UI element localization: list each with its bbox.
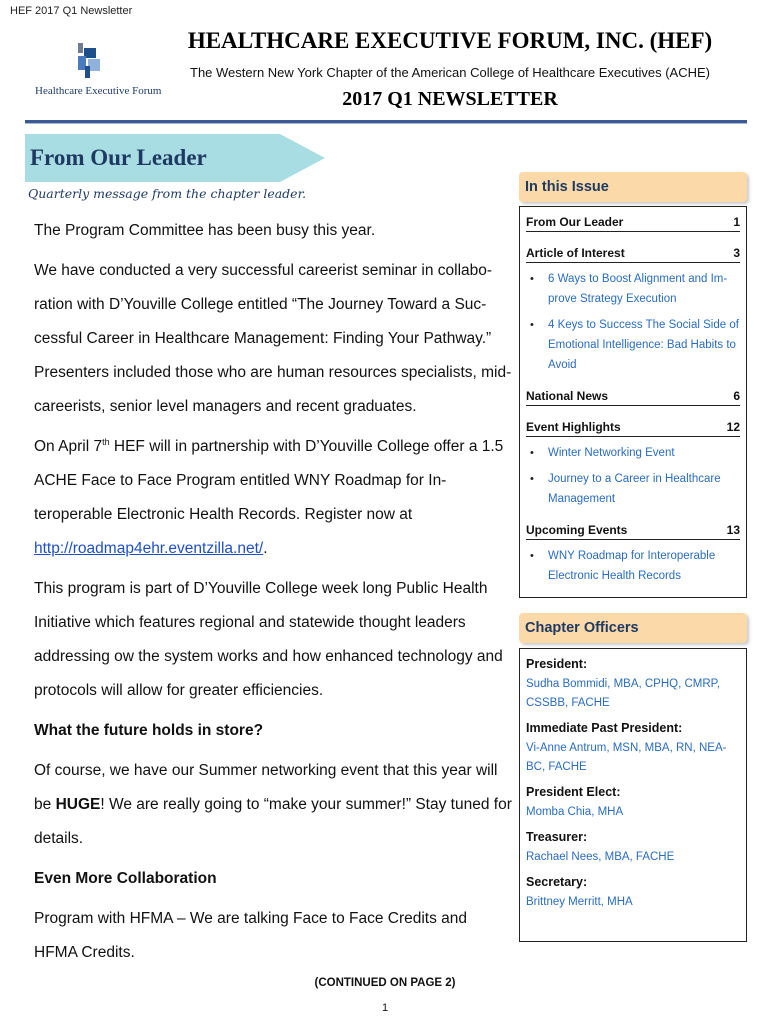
toc-item-list xyxy=(526,546,740,586)
officer-name: Sudha Bommidi, MBA, CPHQ, CMRP, CSSBB, FACHE xyxy=(526,678,721,709)
toc-item-list xyxy=(526,443,740,509)
article-paragraph: We have conducted a very successful careerist seminar in collabo-ration with D’Youville College entitled “The Journey Toward a Suc-cessful Career in Healthcare Management: Finding Your Pathway.” Presenters included those who are human resources specialists, mid-careerists, senior level managers and recent graduates. xyxy=(34,262,512,415)
toc-page-number: 13 xyxy=(726,523,740,537)
article-text: On April 7 xyxy=(34,438,103,455)
toc-item[interactable]: • Winter Networking Event xyxy=(526,443,740,463)
toc-section-label: Upcoming Events xyxy=(526,523,628,537)
toc-section-label: Article of Interest xyxy=(526,246,625,260)
toc-item[interactable]: • WNY Roadmap for Interoperable Electronic Health Records xyxy=(526,546,740,586)
toc-section[interactable] xyxy=(526,418,740,437)
newsletter-org-title: HEALTHCARE EXECUTIVE FORUM, INC. (HEF) xyxy=(187,28,713,53)
toc-section-label: Event Highlights xyxy=(526,420,621,434)
officer-role: President: xyxy=(526,657,588,671)
header-divider xyxy=(25,120,747,124)
toc-item[interactable]: • 4 Keys to Success The Social Side of Emotional Intelligence: Bad Habits to Avoid xyxy=(526,315,740,375)
article-paragraph xyxy=(34,430,514,566)
toc-page-number: 1 xyxy=(733,215,740,229)
officer-name: Vi-Anne Antrum, MSN, MBA, RN, NEA-BC, FACHE xyxy=(526,742,727,773)
officer-name: Brittney Merritt, MHA xyxy=(526,896,633,908)
logo-block-5 xyxy=(85,66,90,78)
article-text: Of course, we have our Summer networking event that this year will be xyxy=(34,762,498,813)
newsletter-issue-title: 2017 Q1 NEWSLETTER xyxy=(342,88,558,110)
emphasis-text: HUGE xyxy=(55,796,101,813)
article-text: ! We are really going to “make your summer!” Stay tuned for details. xyxy=(34,796,512,847)
toc-section-label: National News xyxy=(526,389,609,403)
toc-section[interactable] xyxy=(526,244,740,263)
toc-item-list xyxy=(526,269,740,375)
toc-header: In this Issue xyxy=(519,172,747,202)
toc-box xyxy=(519,206,747,598)
continued-note: (CONTINUED ON PAGE 2) xyxy=(314,977,456,989)
section-subtitle: Quarterly message from the chapter leader. xyxy=(28,186,307,201)
leader-article xyxy=(34,214,514,976)
toc-item[interactable]: • 6 Ways to Boost Alignment and Im-prove Strategy Execution xyxy=(526,269,740,309)
newsletter-org-subtitle: The Western New York Chapter of the American College of Healthcare Executives (ACHE) xyxy=(190,65,710,80)
officer-name: Rachael Nees, MBA, FACHE xyxy=(526,851,675,863)
toc-page-number: 12 xyxy=(726,420,740,434)
logo-text: Healthcare Executive Forum xyxy=(35,85,162,97)
officer-role: President Elect: xyxy=(526,785,621,799)
running-header: HEF 2017 Q1 Newsletter xyxy=(10,5,133,17)
officer-role: Treasurer: xyxy=(526,830,588,844)
officer-role: Immediate Past President: xyxy=(526,721,683,735)
toc-section[interactable] xyxy=(526,521,740,540)
section-title: From Our Leader xyxy=(30,145,207,170)
toc-section[interactable] xyxy=(526,387,740,406)
logo-block-1 xyxy=(78,43,83,53)
toc-page-number: 6 xyxy=(733,389,740,403)
article-heading: What the future holds in store? xyxy=(34,722,264,739)
article-paragraph: The Program Committee has been busy this year. xyxy=(34,222,376,239)
article-text: HEF will in partnership with D’Youville College offer a 1.5 ACHE Face to Face Program entitled WNY Roadmap for In-teroperable Electronic Health Records. Register now at xyxy=(34,438,504,523)
ordinal-suffix: th xyxy=(102,436,110,447)
logo-block-3 xyxy=(78,56,86,70)
officers-box xyxy=(519,648,747,942)
toc-page-number: 3 xyxy=(733,246,740,260)
officers-header: Chapter Officers xyxy=(519,613,747,643)
officer-name: Momba Chia, MHA xyxy=(526,806,624,818)
article-paragraph: Program with HFMA – We are talking Face to Face Credits and HFMA Credits. xyxy=(34,910,468,961)
article-paragraph xyxy=(34,754,514,856)
page-number: 1 xyxy=(381,1002,389,1014)
article-text: . xyxy=(263,540,268,557)
article-paragraph: This program is part of D’Youville College week long Public Health Initiative which features regional and statewide thought leaders addressing ow the system works and how enhanced technology and protocols will allow for greater efficiencies. xyxy=(34,580,503,699)
officer-role: Secretary: xyxy=(526,875,588,889)
article-heading: Even More Collaboration xyxy=(34,870,217,887)
registration-link[interactable]: http://roadmap4ehr.eventzilla.net/ xyxy=(34,540,264,557)
toc-section[interactable] xyxy=(526,213,740,232)
toc-section-label: From Our Leader xyxy=(526,215,624,229)
toc-item[interactable]: • Journey to a Career in Healthcare Management xyxy=(526,469,740,509)
